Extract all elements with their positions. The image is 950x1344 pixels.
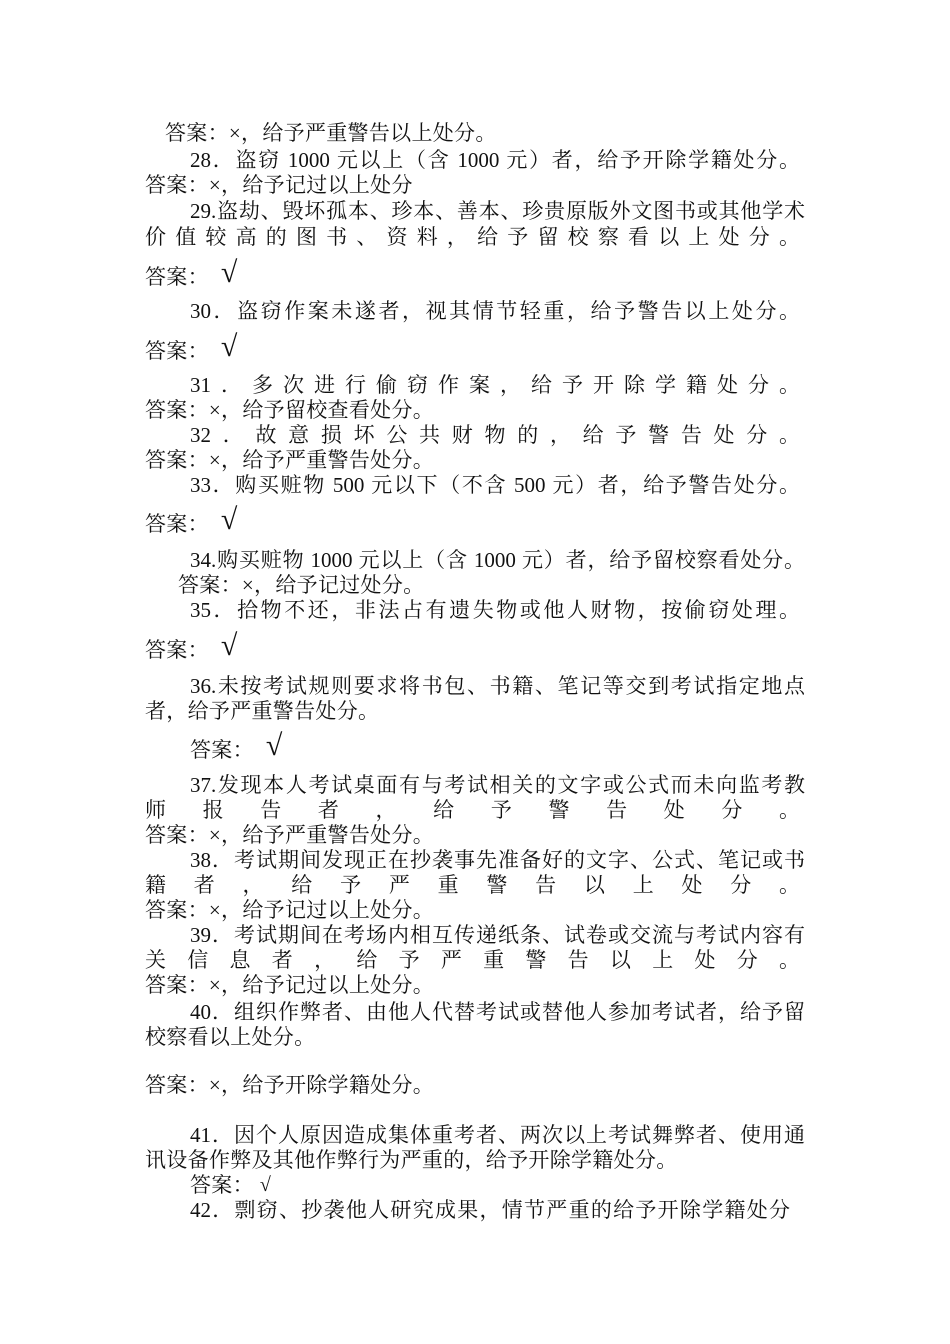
answer-label: 答案： bbox=[145, 512, 209, 536]
question-31: 31．多次进行偷窃作案，给予开除学籍处分。 bbox=[190, 373, 800, 397]
question-38-line-2: 籍者，给予严重警告以上处分。 bbox=[145, 873, 800, 897]
answer-40: 答案：×，给予开除学籍处分。 bbox=[145, 1073, 435, 1097]
check-mark: √ bbox=[265, 729, 283, 762]
check-mark: √ bbox=[220, 330, 238, 363]
answer-34: 答案：×，给予记过处分。 bbox=[178, 573, 425, 597]
answer-30 bbox=[145, 330, 238, 364]
answer-label: 答案： bbox=[145, 638, 209, 662]
answer-39: 答案：×，给予记过以上处分。 bbox=[145, 973, 435, 997]
question-34: 34.购买赃物 1000 元以上（含 1000 元）者，给予留校察看处分。 bbox=[190, 548, 805, 572]
question-30: 30．盗窃作案未遂者，视其情节轻重，给予警告以上处分。 bbox=[190, 299, 800, 323]
question-35: 35．拾物不还，非法占有遗失物或他人财物，按偷窃处理。 bbox=[190, 598, 800, 622]
answer-label: 答案： bbox=[145, 265, 209, 289]
answer-label: 答案： bbox=[145, 339, 209, 363]
answer-33 bbox=[145, 503, 238, 537]
question-42: 42．剽窃、抄袭他人研究成果，情节严重的给予开除学籍处分 bbox=[190, 1198, 790, 1222]
question-40-line-2: 校察看以上处分。 bbox=[145, 1025, 316, 1049]
question-28: 28．盗窃 1000 元以上（含 1000 元）者，给予开除学籍处分。 bbox=[190, 148, 800, 172]
question-36-line-1: 36.未按考试规则要求将书包、书籍、笔记等交到考试指定地点 bbox=[190, 674, 805, 698]
question-37-line-1: 37.发现本人考试桌面有与考试相关的文字或公式而未向监考教 bbox=[190, 773, 805, 797]
question-39-line-1: 39．考试期间在考场内相互传递纸条、试卷或交流与考试内容有 bbox=[190, 923, 805, 947]
answer-37: 答案：×，给予严重警告处分。 bbox=[145, 823, 435, 847]
check-mark: √ bbox=[220, 629, 238, 662]
question-36-line-2: 者，给予严重警告处分。 bbox=[145, 699, 380, 723]
question-37-line-2: 师报告者，给予警告处分。 bbox=[145, 798, 800, 822]
question-41-line-1: 41．因个人原因造成集体重考者、两次以上考试舞弊者、使用通 bbox=[190, 1123, 805, 1147]
answer-36 bbox=[190, 729, 283, 763]
answer-31: 答案：×，给予留校查看处分。 bbox=[145, 398, 435, 422]
question-32: 32．故意损坏公共财物的，给予警告处分。 bbox=[190, 423, 800, 447]
answer-28: 答案：×，给予记过以上处分 bbox=[145, 173, 413, 197]
question-40-line-1: 40．组织作弊者、由他人代替考试或替他人参加考试者，给予留 bbox=[190, 1000, 805, 1024]
answer-label: 答案： bbox=[190, 1173, 254, 1197]
question-33: 33．购买赃物 500 元以下（不含 500 元）者，给予警告处分。 bbox=[190, 473, 800, 497]
check-mark: √ bbox=[220, 503, 238, 536]
question-41-line-2: 讯设备作弊及其他作弊行为严重的，给予开除学籍处分。 bbox=[145, 1148, 678, 1172]
question-38-line-1: 38．考试期间发现正在抄袭事先准备好的文字、公式、笔记或书 bbox=[190, 848, 805, 872]
question-39-line-2: 关信息者，给予严重警告以上处分。 bbox=[145, 948, 800, 972]
answer-29 bbox=[145, 256, 238, 290]
check-mark: √ bbox=[220, 256, 238, 289]
check-mark: √ bbox=[259, 1174, 272, 1196]
question-29-line-2: 价值较高的图书、资料，给予留校察看以上处分。 bbox=[145, 225, 800, 249]
answer-38: 答案：×，给予记过以上处分。 bbox=[145, 898, 435, 922]
answer-35 bbox=[145, 629, 238, 663]
answer-label: 答案： bbox=[190, 738, 254, 762]
question-29-line-1: 29.盗劫、毁坏孤本、珍本、善本、珍贵原版外文图书或其他学术 bbox=[190, 199, 805, 223]
answer-27: 答案：×，给予严重警告以上处分。 bbox=[165, 121, 497, 145]
answer-41 bbox=[190, 1172, 271, 1198]
answer-32: 答案：×，给予严重警告处分。 bbox=[145, 448, 435, 472]
